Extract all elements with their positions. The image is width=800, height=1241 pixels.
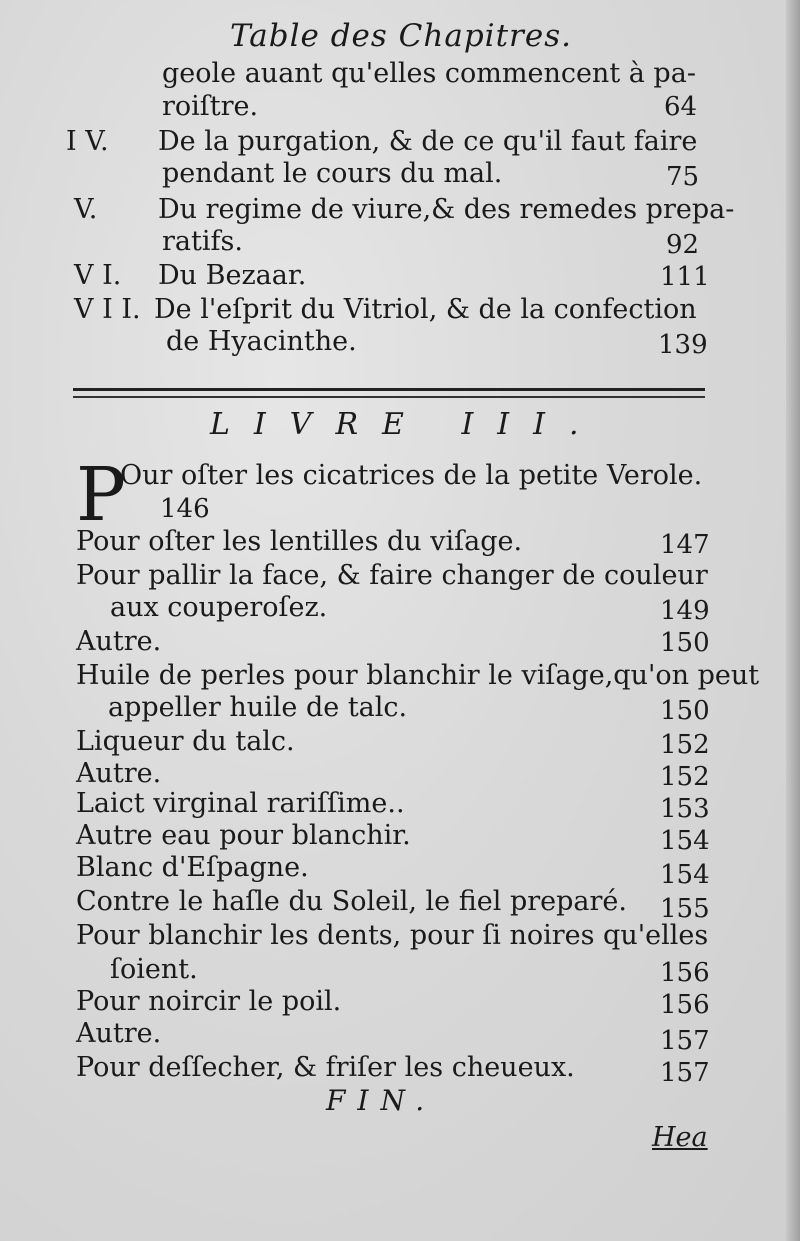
- chapter-entry-line: De la purgation, & de ce qu'il faut faire: [158, 126, 698, 157]
- chapter-number: I V.: [66, 126, 109, 157]
- book3-entry-line: Laict virginal rariſſime..: [76, 788, 405, 819]
- book3-entry-line: Our oſter les cicatrices de la petite Verole.: [120, 460, 703, 491]
- book3-entry-line: Pour noircir le poil.: [76, 986, 342, 1017]
- chapter-entry-line: Du regime de viure,& des remedes prepa-: [158, 194, 735, 225]
- book3-entry-line: Liqueur du talc.: [76, 726, 295, 757]
- book3-entry-line: ſoient.: [110, 954, 198, 985]
- book3-page-number: 152: [660, 762, 710, 792]
- book3-entry-line: Blanc d'Eſpagne.: [76, 852, 309, 883]
- chapter-page-number: 92: [666, 230, 700, 260]
- book3-page-number: 150: [660, 696, 710, 726]
- book3-entry-line: appeller huile de talc.: [108, 692, 408, 723]
- book3-page-number: 156: [660, 990, 710, 1020]
- fin-mark: FIN.: [326, 1084, 437, 1117]
- book3-page-number: 154: [660, 826, 710, 856]
- chapter-number: V.: [74, 194, 98, 225]
- book3-entry-line: Huile de perles pour blanchir le viſage,qu'on peut: [76, 660, 760, 691]
- book3-entry-line: Pour pallir la face, & faire changer de couleur: [76, 560, 708, 591]
- book3-page-number: 154: [660, 860, 710, 890]
- chapter-entry-line: roiſtre.: [162, 91, 259, 122]
- catchword: Hea: [652, 1122, 708, 1153]
- book3-page-number: 146: [160, 494, 210, 524]
- page-edge-shadow: [786, 0, 800, 1241]
- chapter-number: V I I.: [74, 294, 141, 325]
- book3-entry-line: Autre.: [76, 758, 162, 789]
- book3-entry-line: Pour deſſecher, & friſer les cheueux.: [76, 1052, 575, 1083]
- chapter-page-number: 75: [666, 162, 700, 192]
- book-title: LIVRE III.: [210, 407, 603, 442]
- running-head: Table des Chapitres.: [230, 18, 572, 54]
- book3-entry-line: Pour blanchir les dents, pour ſi noires qu'elles: [76, 920, 709, 951]
- book3-entry-line: Pour oſter les lentilles du viſage.: [76, 526, 523, 557]
- book3-page-number: 147: [660, 530, 710, 560]
- book3-entry-line: Autre eau pour blanchir.: [76, 820, 411, 851]
- chapter-page-number: 111: [660, 262, 710, 292]
- chapter-entry-line: ratifs.: [162, 226, 243, 257]
- book3-page-number: 157: [660, 1058, 710, 1088]
- section-rule: [73, 396, 705, 398]
- book3-page-number: 150: [660, 628, 710, 658]
- book3-page-number: 149: [660, 596, 710, 626]
- book3-page-number: 156: [660, 958, 710, 988]
- book3-entry-line: Contre le haſle du Soleil, le fiel preparé.: [76, 886, 627, 917]
- drop-cap: P: [76, 452, 126, 538]
- book3-page-number: 157: [660, 1026, 710, 1056]
- chapter-entry-line: pendant le cours du mal.: [162, 158, 503, 189]
- book3-page-number: 155: [660, 894, 710, 924]
- chapter-entry-line: De l'eſprit du Vitriol, & de la confection: [154, 294, 697, 325]
- book3-entry-line: Autre.: [76, 626, 162, 657]
- chapter-entry-line: de Hyacinthe.: [166, 326, 357, 357]
- chapter-entry-line: Du Bezaar.: [158, 260, 307, 291]
- chapter-entry-line: geole auant qu'elles commencent à pa-: [162, 58, 696, 89]
- book3-page-number: 152: [660, 730, 710, 760]
- chapter-page-number: 139: [658, 330, 708, 360]
- book3-entry-line: aux couperoſez.: [110, 592, 328, 623]
- book3-entry-line: Autre.: [76, 1018, 162, 1049]
- section-rule: [73, 388, 705, 391]
- book3-page-number: 153: [660, 794, 710, 824]
- chapter-number: V I.: [74, 260, 122, 291]
- chapter-page-number: 64: [664, 92, 698, 122]
